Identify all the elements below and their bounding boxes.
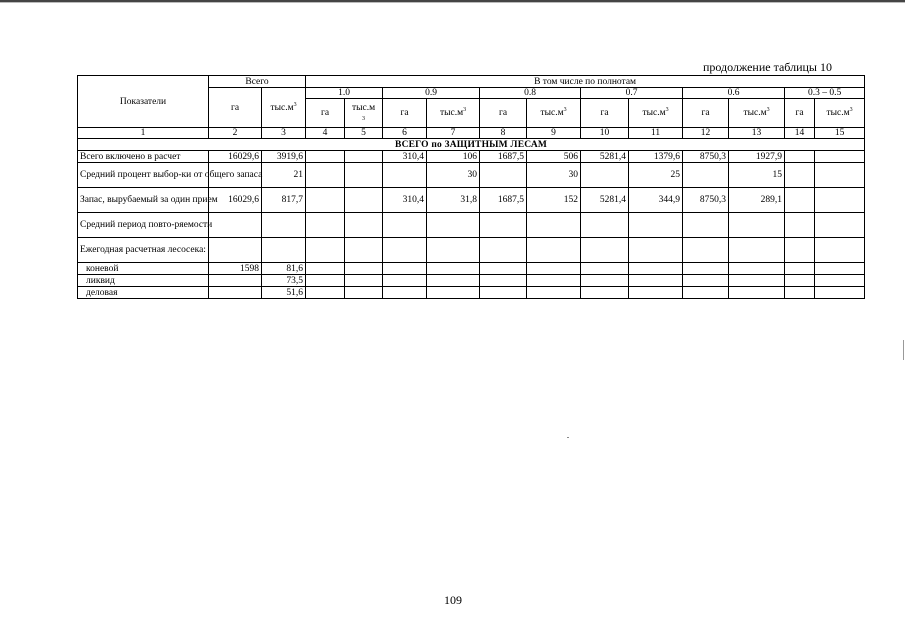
cell-0-9-volume xyxy=(427,275,480,287)
cell-0-8-ha: 1687,5 xyxy=(480,151,527,163)
cell-0-8-ha xyxy=(480,163,527,188)
section-row xyxy=(78,139,865,151)
column-number: 1 xyxy=(78,128,209,139)
row-label: ликвид xyxy=(78,275,209,287)
header-0-6-volume: $тыс.м^3$ xyxy=(729,99,785,128)
table-row xyxy=(78,151,865,163)
cell-0-7-volume: 25 xyxy=(629,163,683,188)
header-0-7-ha: га xyxy=(581,99,629,128)
cell-total-volume: 81,6 xyxy=(262,263,306,275)
cell-total-ha xyxy=(209,213,262,238)
header-by-density: В том числе по полнотам xyxy=(306,76,865,88)
header-0-6-ha: га xyxy=(683,99,729,128)
header-total-ha: га xyxy=(209,88,262,128)
cell-0-9-ha xyxy=(383,287,427,299)
section-title: ВСЕГО по ЗАЩИТНЫМ ЛЕСАМ xyxy=(78,139,865,151)
row-label: Всего включено в расчет xyxy=(78,151,209,163)
cell-0-6-ha: 8750,3 xyxy=(683,188,729,213)
cell-0-7-ha xyxy=(581,213,629,238)
cell-total-ha xyxy=(209,287,262,299)
cell-0-8-ha xyxy=(480,238,527,263)
cell-total-volume: 21 xyxy=(262,163,306,188)
cell-0-7-ha xyxy=(581,163,629,188)
row-label: Средний процент выбор-ки от общего запаса xyxy=(78,163,209,188)
cell-1-0-ha xyxy=(306,238,345,263)
cell-0-9-volume: 106 xyxy=(427,151,480,163)
cell-0-6-ha xyxy=(683,163,729,188)
cell-0-8-volume xyxy=(527,213,581,238)
cell-1-0-volume xyxy=(345,213,383,238)
table-row xyxy=(78,275,865,287)
header-0-9-volume: $тыс.м^3$ xyxy=(427,99,480,128)
cell-0-9-ha xyxy=(383,275,427,287)
header-0-8-volume: $тыс.м^3$ xyxy=(527,99,581,128)
row-label: Средний период повто-ряемости xyxy=(78,213,209,238)
cell-total-ha xyxy=(209,238,262,263)
table-caption: продолжение таблицы 10 xyxy=(702,60,832,74)
cell-0-7-volume: 344,9 xyxy=(629,188,683,213)
cell-0-8-volume: 506 xyxy=(527,151,581,163)
cell-0-6-volume xyxy=(729,287,785,299)
cell-total-ha: 1598 xyxy=(209,263,262,275)
cell-1-0-ha xyxy=(306,263,345,275)
cell-total-ha: 16029,6 xyxy=(209,151,262,163)
cell-0-8-ha xyxy=(480,287,527,299)
cell-0-9-ha xyxy=(383,238,427,263)
header-row-1 xyxy=(78,76,865,88)
cell-0-7-ha: 5281,4 xyxy=(581,151,629,163)
column-number: 3 xyxy=(262,128,306,139)
cell-0-7-ha: 5281,4 xyxy=(581,188,629,213)
cell-0-6-volume: 289,1 xyxy=(729,188,785,213)
column-number: 2 xyxy=(209,128,262,139)
header-0-3-0-5-ha: га xyxy=(785,99,815,128)
cell-0-3-0-5-volume xyxy=(815,188,865,213)
cell-0-3-0-5-ha xyxy=(785,275,815,287)
cell-0-7-ha xyxy=(581,287,629,299)
cell-0-9-volume: 31,8 xyxy=(427,188,480,213)
cell-0-3-0-5-volume xyxy=(815,151,865,163)
cell-0-8-volume: 30 xyxy=(527,163,581,188)
cell-0-3-0-5-ha xyxy=(785,263,815,275)
row-label: Запас, вырубаемый за один прием xyxy=(78,188,209,213)
header-0-3-0-5-volume: $тыс.м^3$ xyxy=(815,99,865,128)
cell-1-0-volume xyxy=(345,188,383,213)
scan-speck xyxy=(567,437,569,438)
cell-total-volume: 817,7 xyxy=(262,188,306,213)
table-row xyxy=(78,188,865,213)
scan-top-edge-shadow xyxy=(0,2,905,3)
cell-0-8-volume xyxy=(527,275,581,287)
cell-0-7-ha xyxy=(581,263,629,275)
header-1-0-ha: га xyxy=(306,99,345,128)
cell-0-8-ha xyxy=(480,275,527,287)
table-row xyxy=(78,238,865,263)
column-number-row xyxy=(78,128,865,139)
cell-0-7-volume xyxy=(629,275,683,287)
header-density-1-0: 1.0 xyxy=(306,88,383,99)
cell-0-3-0-5-ha xyxy=(785,188,815,213)
cell-1-0-volume xyxy=(345,163,383,188)
cell-total-volume: 73,5 xyxy=(262,275,306,287)
cell-0-8-ha: 1687,5 xyxy=(480,188,527,213)
cell-total-volume: 51,6 xyxy=(262,287,306,299)
cell-0-6-ha xyxy=(683,238,729,263)
header-density-0-8: 0.8 xyxy=(480,88,581,99)
cell-0-7-volume xyxy=(629,238,683,263)
cell-0-6-ha: 8750,3 xyxy=(683,151,729,163)
cell-0-6-ha xyxy=(683,287,729,299)
cell-0-3-0-5-ha xyxy=(785,151,815,163)
column-number: 10 xyxy=(581,128,629,139)
cell-0-6-ha xyxy=(683,263,729,275)
cell-0-8-ha xyxy=(480,263,527,275)
cell-0-8-volume xyxy=(527,287,581,299)
scan-right-mark xyxy=(903,340,904,360)
header-0-8-ha: га xyxy=(480,99,527,128)
header-0-7-volume: $тыс.м^3$ xyxy=(629,99,683,128)
cell-1-0-ha xyxy=(306,275,345,287)
header-total: Всего xyxy=(209,76,306,88)
cell-0-3-0-5-volume xyxy=(815,263,865,275)
cell-0-6-volume: 1927,9 xyxy=(729,151,785,163)
cell-0-7-volume: 1379,6 xyxy=(629,151,683,163)
header-density-0-9: 0.9 xyxy=(383,88,480,99)
cell-0-7-ha xyxy=(581,275,629,287)
cell-0-9-volume xyxy=(427,213,480,238)
cell-0-8-ha xyxy=(480,213,527,238)
cell-0-9-ha: 310,4 xyxy=(383,188,427,213)
header-indicators: Показатели xyxy=(78,76,209,128)
cell-0-3-0-5-ha xyxy=(785,238,815,263)
column-number: 11 xyxy=(629,128,683,139)
header-density-0-3-0-5: 0.3 – 0.5 xyxy=(785,88,865,99)
row-label: Ежегодная расчетная лесосека: xyxy=(78,238,209,263)
table-row xyxy=(78,263,865,275)
column-number: 5 xyxy=(345,128,383,139)
page-number: 109 xyxy=(444,593,462,607)
row-label: коневой xyxy=(78,263,209,275)
column-number: 12 xyxy=(683,128,729,139)
cell-0-6-volume xyxy=(729,213,785,238)
cell-0-8-volume xyxy=(527,263,581,275)
row-label: деловая xyxy=(78,287,209,299)
cell-1-0-ha xyxy=(306,163,345,188)
cell-0-9-ha xyxy=(383,263,427,275)
cell-0-7-volume xyxy=(629,263,683,275)
cell-0-6-volume xyxy=(729,263,785,275)
column-number: 8 xyxy=(480,128,527,139)
cell-total-volume xyxy=(262,238,306,263)
cell-0-8-volume: 152 xyxy=(527,188,581,213)
cell-0-9-ha xyxy=(383,213,427,238)
header-total-volume: $тыс.м^3$ xyxy=(262,88,306,128)
cell-total-volume: 3919,6 xyxy=(262,151,306,163)
cell-0-3-0-5-volume xyxy=(815,163,865,188)
cell-0-3-0-5-volume xyxy=(815,287,865,299)
table-row xyxy=(78,163,865,188)
column-number: 15 xyxy=(815,128,865,139)
cell-1-0-volume xyxy=(345,151,383,163)
cell-0-7-ha xyxy=(581,238,629,263)
cell-1-0-volume xyxy=(345,238,383,263)
cell-0-6-volume: 15 xyxy=(729,163,785,188)
cell-0-8-volume xyxy=(527,238,581,263)
table-row xyxy=(78,287,865,299)
data-table xyxy=(77,75,865,299)
cell-total-ha xyxy=(209,275,262,287)
header-density-0-6: 0.6 xyxy=(683,88,785,99)
cell-0-3-0-5-ha xyxy=(785,287,815,299)
cell-0-9-volume xyxy=(427,287,480,299)
cell-0-3-0-5-ha xyxy=(785,163,815,188)
header-density-0-7: 0.7 xyxy=(581,88,683,99)
cell-1-0-ha xyxy=(306,188,345,213)
cell-total-volume xyxy=(262,213,306,238)
table-row xyxy=(78,213,865,238)
column-number: 9 xyxy=(527,128,581,139)
cell-0-6-volume xyxy=(729,238,785,263)
cell-0-9-ha: 310,4 xyxy=(383,151,427,163)
cell-1-0-ha xyxy=(306,287,345,299)
cell-1-0-volume xyxy=(345,275,383,287)
cell-0-7-volume xyxy=(629,287,683,299)
cell-0-6-volume xyxy=(729,275,785,287)
cell-1-0-volume xyxy=(345,263,383,275)
cell-1-0-ha xyxy=(306,151,345,163)
cell-0-3-0-5-ha xyxy=(785,213,815,238)
cell-0-9-volume: 30 xyxy=(427,163,480,188)
cell-0-9-volume xyxy=(427,263,480,275)
cell-0-9-ha xyxy=(383,163,427,188)
column-number: 4 xyxy=(306,128,345,139)
cell-0-6-ha xyxy=(683,275,729,287)
column-number: 6 xyxy=(383,128,427,139)
cell-total-ha: 16029,6 xyxy=(209,188,262,213)
header-1-0-volume: тыс.м 3 xyxy=(345,99,383,128)
cell-1-0-ha xyxy=(306,213,345,238)
cell-0-9-volume xyxy=(427,238,480,263)
cell-1-0-volume xyxy=(345,287,383,299)
column-number: 7 xyxy=(427,128,480,139)
cell-0-3-0-5-volume xyxy=(815,238,865,263)
cell-0-7-volume xyxy=(629,213,683,238)
header-0-9-ha: га xyxy=(383,99,427,128)
column-number: 14 xyxy=(785,128,815,139)
cell-0-3-0-5-volume xyxy=(815,213,865,238)
cell-0-6-ha xyxy=(683,213,729,238)
cell-0-3-0-5-volume xyxy=(815,275,865,287)
column-number: 13 xyxy=(729,128,785,139)
